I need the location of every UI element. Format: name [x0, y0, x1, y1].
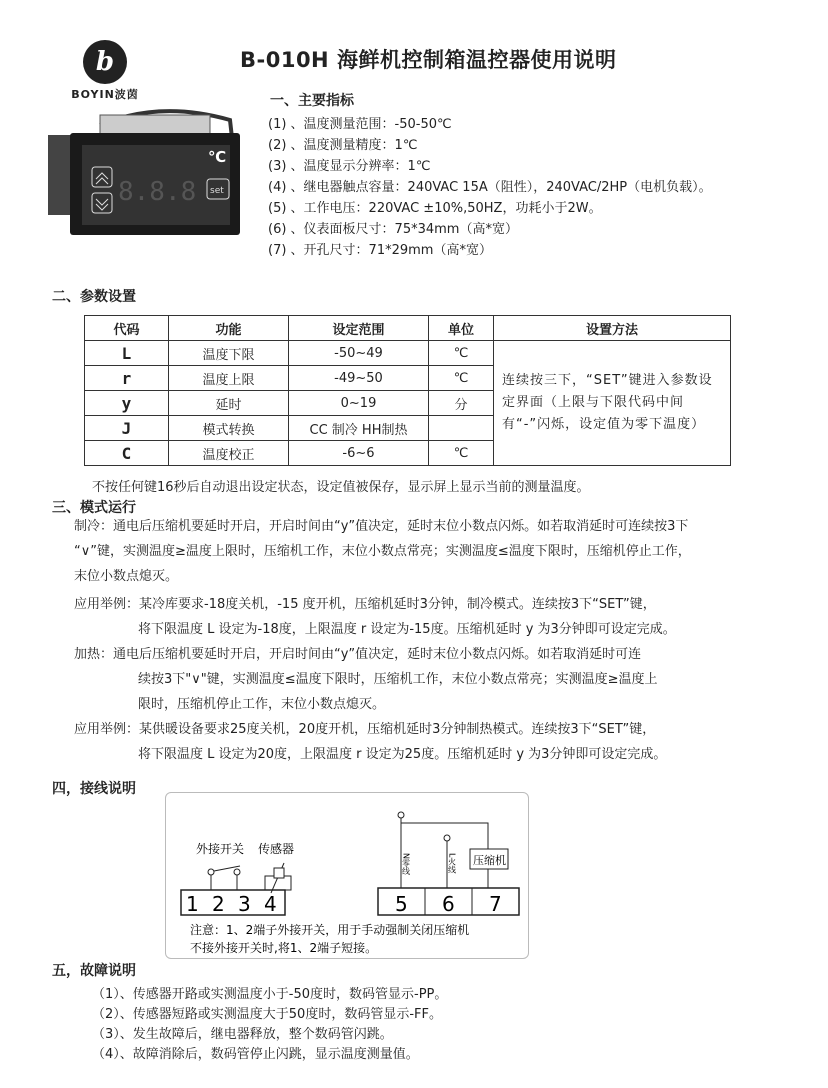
- section-heading: 一、主要指标: [270, 93, 354, 109]
- spec-item: (7) 、开孔尺寸：71*29mm（高*宽）: [268, 243, 492, 258]
- table-row: [85, 341, 731, 366]
- terminal-2: 2: [212, 892, 225, 916]
- param-range: 0~19: [289, 391, 429, 416]
- terminal-7: 7: [489, 892, 502, 916]
- param-code: J: [85, 416, 169, 441]
- param-unit: ℃: [429, 366, 494, 391]
- wiring-diagram: [165, 792, 529, 959]
- heating-example: [74, 717, 666, 767]
- spec-item: (4) 、继电器触点容量：240VAC 15A（阻性），240VAC/2HP（电机负载）。: [268, 180, 712, 195]
- brand-logo: [70, 40, 140, 102]
- wiring-note: 不接外接开关时,将1、2端子短接。: [190, 941, 378, 955]
- neutral-label: N零线: [401, 853, 411, 875]
- text-line: 制冷：通电后压缩机要延时开启，开启时间由“y”值决定，延时末位小数点闪烁。如若取消延时可连续按3下: [74, 519, 689, 534]
- text-line: 加热：通电后压缩机要延时开启，开启时间由“y”值决定，延时末位小数点闪烁。如若取消延时可连: [74, 647, 642, 662]
- cooling-paragraph: [74, 514, 691, 589]
- text-line: 续按3下"∨"键，实测温度≤温度下限时，压缩机工作，末位小数点常亮；实测温度≥温度上: [138, 672, 658, 687]
- param-code: y: [85, 391, 169, 416]
- col-header: 设定范围: [289, 316, 429, 341]
- logo-mark: b: [83, 40, 127, 84]
- logo-brand: BOYIN波茵: [71, 88, 139, 101]
- param-unit: [429, 416, 494, 441]
- fault-item: （3）、发生故障后，继电器释放，整个数码管闪跳。: [92, 1027, 393, 1042]
- terminal-3: 3: [238, 892, 251, 916]
- fault-item: （2）、传感器短路或实测温度大于50度时，数码管显示-FF。: [92, 1007, 442, 1022]
- param-range: CC 制冷 HH制热: [289, 416, 429, 441]
- spec-item: (3) 、温度显示分辨率：1℃: [268, 159, 431, 174]
- spec-item: (6) 、仪表面板尺寸：75*34mm（高*宽）: [268, 222, 518, 237]
- spec-item: (2) 、温度测量精度：1℃: [268, 138, 418, 153]
- terminal-1: 1: [186, 892, 199, 916]
- param-function: 温度校正: [169, 441, 289, 466]
- param-code: C: [85, 441, 169, 466]
- cooling-example: [74, 592, 676, 642]
- section-heading: 五，故障说明: [52, 963, 136, 979]
- set-label: set: [210, 186, 224, 196]
- sensor-icon: [265, 863, 291, 893]
- thermostat-photo: [40, 105, 245, 240]
- wiring-note: 注意：1、2端子外接开关，用于手动强制关闭压缩机: [190, 923, 470, 937]
- text-line: “∨”键，实测温度≥温度上限时，压缩机工作，末位小数点常亮；实测温度≤温度下限时，压缩机停止工作，: [74, 544, 691, 559]
- param-range: -50~49: [289, 341, 429, 366]
- live-label: L火线: [447, 853, 457, 874]
- param-function: 温度下限: [169, 341, 289, 366]
- section-heading: 四，接线说明: [52, 781, 136, 797]
- section-heading: 二、参数设置: [52, 289, 136, 305]
- switch-label: 外接开关: [196, 842, 245, 856]
- heating-paragraph: [74, 642, 658, 717]
- page-title: B-010H 海鲜机控制箱温控器使用说明: [240, 48, 617, 72]
- text-line: 将下限温度 L 设定为-18度，上限温度 r 设定为-15度。压缩机延时 y 为3分钟即可设定完成。: [138, 622, 676, 637]
- switch-icon: [208, 866, 240, 890]
- setting-method: 连续按三下，“SET”键进入参数设定界面（上限与下限代码中间有“-”闪烁，设定值为零下温度）: [494, 341, 731, 466]
- terminal-6: 6: [442, 892, 455, 916]
- param-unit: ℃: [429, 341, 494, 366]
- spec-item: (5) 、工作电压：220VAC ±10%,50HZ，功耗小于2W。: [268, 201, 602, 216]
- param-function: 温度上限: [169, 366, 289, 391]
- section-heading: 三、模式运行: [52, 500, 136, 516]
- compressor-label: 压缩机: [473, 854, 506, 867]
- text-line: 限时，压缩机停止工作，末位小数点熄灭。: [138, 697, 386, 712]
- param-code: L: [85, 341, 169, 366]
- segment-display: 8.8.8: [118, 177, 197, 207]
- param-function: 延时: [169, 391, 289, 416]
- text-line: 应用举例：某冷库要求-18度关机，-15 度开机，压缩机延时3分钟，制冷模式。连续按3下“SET”键，: [74, 597, 656, 612]
- param-unit: ℃: [429, 441, 494, 466]
- param-code: r: [85, 366, 169, 391]
- fault-item: （4）、故障消除后，数码管停止闪跳，显示温度测量值。: [92, 1047, 419, 1062]
- unit-label: ℃: [208, 148, 227, 166]
- terminal-5: 5: [395, 892, 408, 916]
- fault-item: （1）、传感器开路或实测温度小于-50度时，数码管显示-PP。: [92, 987, 448, 1002]
- param-range: -6~6: [289, 441, 429, 466]
- sensor-label: 传感器: [258, 842, 295, 856]
- col-header: 代码: [85, 316, 169, 341]
- col-header: 功能: [169, 316, 289, 341]
- param-function: 模式转换: [169, 416, 289, 441]
- table-note: 不按任何键16秒后自动退出设定状态，设定值被保存，显示屏上显示当前的测量温度。: [92, 480, 590, 495]
- col-header: 单位: [429, 316, 494, 341]
- param-unit: 分: [429, 391, 494, 416]
- parameter-table: [84, 315, 731, 466]
- param-range: -49~50: [289, 366, 429, 391]
- col-header: 设置方法: [494, 316, 731, 341]
- table-header: [85, 316, 731, 341]
- spec-item: (1) 、温度测量范围：-50-50℃: [268, 117, 452, 132]
- spec-list: [268, 114, 712, 261]
- fault-list: [92, 985, 447, 1065]
- terminal-4: 4: [264, 892, 277, 916]
- text-line: 将下限温度 L 设定为20度，上限温度 r 设定为25度。压缩机延时 y 为3分钟即可设定完成。: [138, 747, 667, 762]
- text-line: 应用举例：某供暖设备要求25度关机，20度开机，压缩机延时3分钟制热模式。连续按3下“SET”键，: [74, 722, 656, 737]
- text-line: 末位小数点熄灭。: [74, 569, 179, 584]
